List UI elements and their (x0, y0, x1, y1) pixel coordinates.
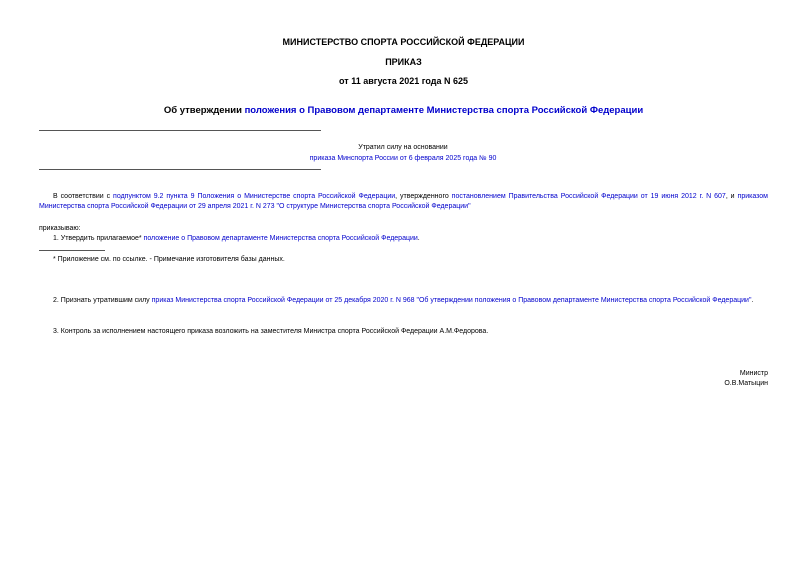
item-2-text: 2. Признать утратившим силу (53, 297, 152, 304)
revocation-note (200, 142, 606, 164)
item-3: 3. Контроль за исполнением настоящего приказа возложить на заместителя Министра спорта Российской Федерации А.М.Федорова. (53, 328, 489, 335)
document-type: ПРИКАЗ (385, 57, 422, 67)
separator-bottom (39, 169, 321, 170)
preamble-link-3[interactable]: приказом Министерства спорта Российской Федерации от 29 апреля 2021 г. N 273 "О структуре Министерства спорта Российской Федерации" (39, 193, 768, 210)
item-2-end: . (751, 297, 754, 304)
title-prefix: Об утверждении (163, 105, 245, 116)
document-date-number: от 11 августа 2021 года N 625 (339, 76, 468, 86)
preamble-paragraph (39, 192, 768, 212)
footnote: * Приложение см. по ссылке. - Примечание изготовителя базы данных. (53, 256, 285, 263)
preamble-text-1: В соответствии с (53, 193, 114, 200)
document-title (0, 105, 807, 116)
item-2-link[interactable]: приказ Министерства спорта Российской Федерации от 25 декабря 2020 г. N 968 "Об утверждении положения о Правовом департаменте Министерства спорта Российской Федерации" (151, 297, 752, 304)
signature-name: О.В.Матыцин (724, 380, 768, 387)
separator-top (39, 130, 321, 131)
order-word: приказываю: (39, 225, 81, 232)
revocation-link[interactable]: приказа Минспорта России от 6 февраля 2025 года № 90 (309, 155, 497, 162)
preamble-text-2: , утвержденного (395, 193, 452, 200)
preamble-text-3: , и (725, 193, 738, 200)
title-link[interactable]: положения о Правовом департаменте Министерства спорта Российской Федерации (244, 105, 644, 116)
ministry-heading: МИНИСТЕРСТВО СПОРТА РОССИЙСКОЙ ФЕДЕРАЦИИ (282, 37, 525, 47)
preamble-link-2[interactable]: постановлением Правительства Российской Федерации от 19 июня 2012 г. N 607 (451, 193, 726, 200)
signature-block (724, 369, 768, 389)
preamble-link-1[interactable]: подпунктом 9.2 пункта 9 Положения о Министерстве спорта Российской Федерации (113, 193, 396, 200)
item-1-text: 1. Утвердить прилагаемое* (53, 235, 144, 242)
item-1-link[interactable]: положение о Правовом департаменте Министерства спорта Российской Федерации (143, 235, 418, 242)
signature-position: Министр (739, 370, 768, 377)
item-1-end: . (417, 235, 420, 242)
item-2 (39, 296, 768, 306)
revocation-text: Утратил силу на основании (358, 144, 448, 151)
item-1 (39, 234, 768, 244)
footnote-separator (39, 250, 105, 251)
